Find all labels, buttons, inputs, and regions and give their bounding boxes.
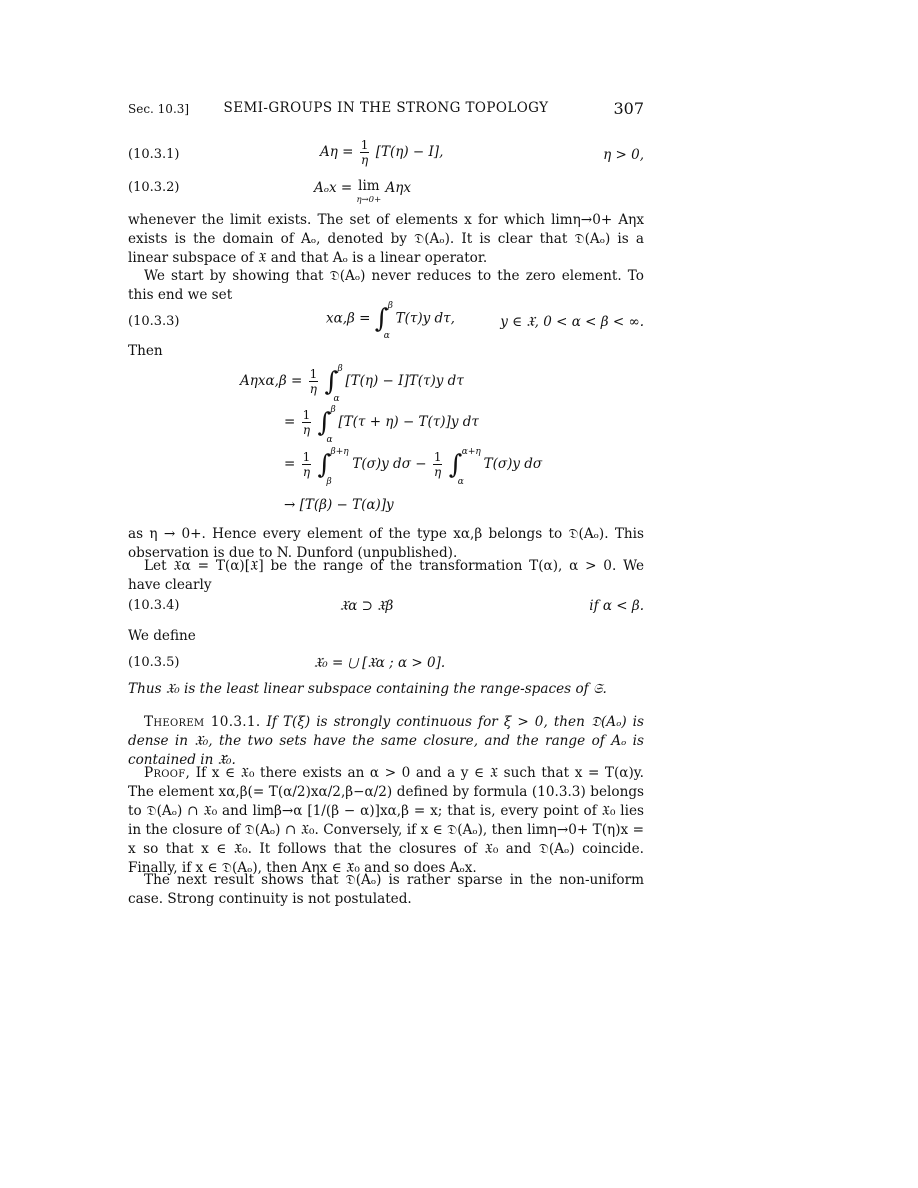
proof [128,764,644,878]
equation-10-3-3 [128,301,644,346]
integral-sign: ∫ β α [374,301,393,341]
theorem-10-3-1 [128,713,644,770]
page-number: 307 [613,99,644,118]
equation-10-3-5 [128,655,644,677]
equation-label: (10.3.2) [128,180,180,195]
running-head [128,100,644,120]
equation-body: Aₒx = lim η→0+ Aηx [314,178,411,205]
equation-body: Aη = $\frac{1}{\eta}$ [T(η) − I], [320,138,444,167]
chapter-title: SEMI-GROUPS IN THE STRONG TOPOLOGY [223,100,549,116]
equation-10-3-2 [128,180,644,210]
equation-label: (10.3.3) [128,314,180,329]
integral-sign: ∫ β α [324,363,343,404]
equation-label: (10.3.1) [128,147,180,162]
equation-body: 𝔛α ⊃ 𝔛β [340,598,394,614]
equation-body: xα,β = ∫ β α T(τ)y dτ, [326,301,455,341]
limit-operator: lim η→0+ [356,178,382,205]
paragraph-next-result: The next result shows that 𝔇(Aₒ) is rather sparse in the non-uniform case. Strong continuity is not postulated. [128,872,644,907]
paragraph-domain-definition: whenever the limit exists. The set of elements x for which limη→0+ Aηx exists is the domain of Aₒ, denoted by 𝔇(Aₒ). It is clear that 𝔇(Aₒ) is a linear subspace of 𝔛 and that Aₒ is a linear operator. [128,212,644,266]
derivation-line-2: = $\frac{1}{\eta}$ ∫ β α [T(τ + η) − T(τ)]y dτ [284,404,479,445]
paragraph-we-define: We define [128,628,196,644]
derivation-line-4: → [T(β) − T(α)]y [284,497,394,513]
equation-10-3-1 [128,138,644,177]
paragraph-start: We start by showing that 𝔇(Aₒ) never reduces to the zero element. To this end we set [128,268,644,303]
integral-sign: ∫ β α [317,404,336,445]
section-label: Sec. 10.3] [128,102,190,116]
derivation-line-3: = $\frac{1}{\eta}$ ∫ β+η β T(σ)y dσ − $\frac{1}{\eta}$ ∫ α+η α T(σ)y dσ [284,446,543,487]
equation-10-3-4 [128,598,644,620]
equation-body: 𝔛₀ = ⋃ [𝔛α ; α > 0]. [314,655,446,671]
equation-condition: η > 0, [603,147,644,163]
paragraph-dunford: as η → 0+. Hence every element of the type xα,β belongs to 𝔇(Aₒ). This observation is due to N. Dunford (unpublished). [128,526,644,561]
paragraph-range: Let 𝔛α = T(α)[𝔛] be the range of the transformation T(α), α > 0. We have clearly [128,558,644,593]
integral-sign: ∫ α+η α [448,446,481,487]
theorem-label: Theorem 10.3.1. [144,714,261,730]
theorem-statement: If T(ξ) is strongly continuous for ξ > 0, then 𝔇(Aₒ) is dense in 𝔛₀, the two sets have the same closure, and the range of Aₒ is contained in 𝔛̄₀. [128,714,645,768]
derivation-line-1: Aηxα,β = $\frac{1}{\eta}$ ∫ β α [T(η) − I]T(τ)y dτ [240,363,464,404]
equation-label: (10.3.5) [128,655,180,670]
integral-sign: ∫ β+η β [317,446,349,487]
equation-condition: if α < β. [589,598,644,614]
paragraph-least-subspace: Thus 𝔛₀ is the least linear subspace containing the range-spaces of 𝔖. [128,681,607,697]
proof-label: Proof, [144,765,191,781]
equation-condition: y ∈ 𝔛, 0 < α < β < ∞. [500,314,644,330]
paragraph-then: Then [128,343,163,359]
equation-label: (10.3.4) [128,598,180,613]
fraction: $\frac{1}{\eta}$ [360,138,369,167]
proof-text: If x ∈ 𝔛₀ there exists an α > 0 and a y ∈ 𝔛 such that x = T(α)y. The element xα,β(= T(α/2)xα/2,β−α/2) defined by formula (10.3.3) belongs to 𝔇(Aₒ) ∩ 𝔛₀ and limβ→α [1/(β − α)]xα,β = x; that is, every point of 𝔛₀ lies in the closure of 𝔇(Aₒ) ∩ 𝔛₀. Conversely, if x ∈ 𝔇(Aₒ), then limη→0+ T(η)x = x so that x ∈ 𝔛̄₀. It follows that the closures of 𝔛₀ and 𝔇(Aₒ) coincide. Finally, if x ∈ 𝔇(Aₒ), then Aηx ∈ 𝔛̄₀ and so does Aₒx. [128,765,644,876]
